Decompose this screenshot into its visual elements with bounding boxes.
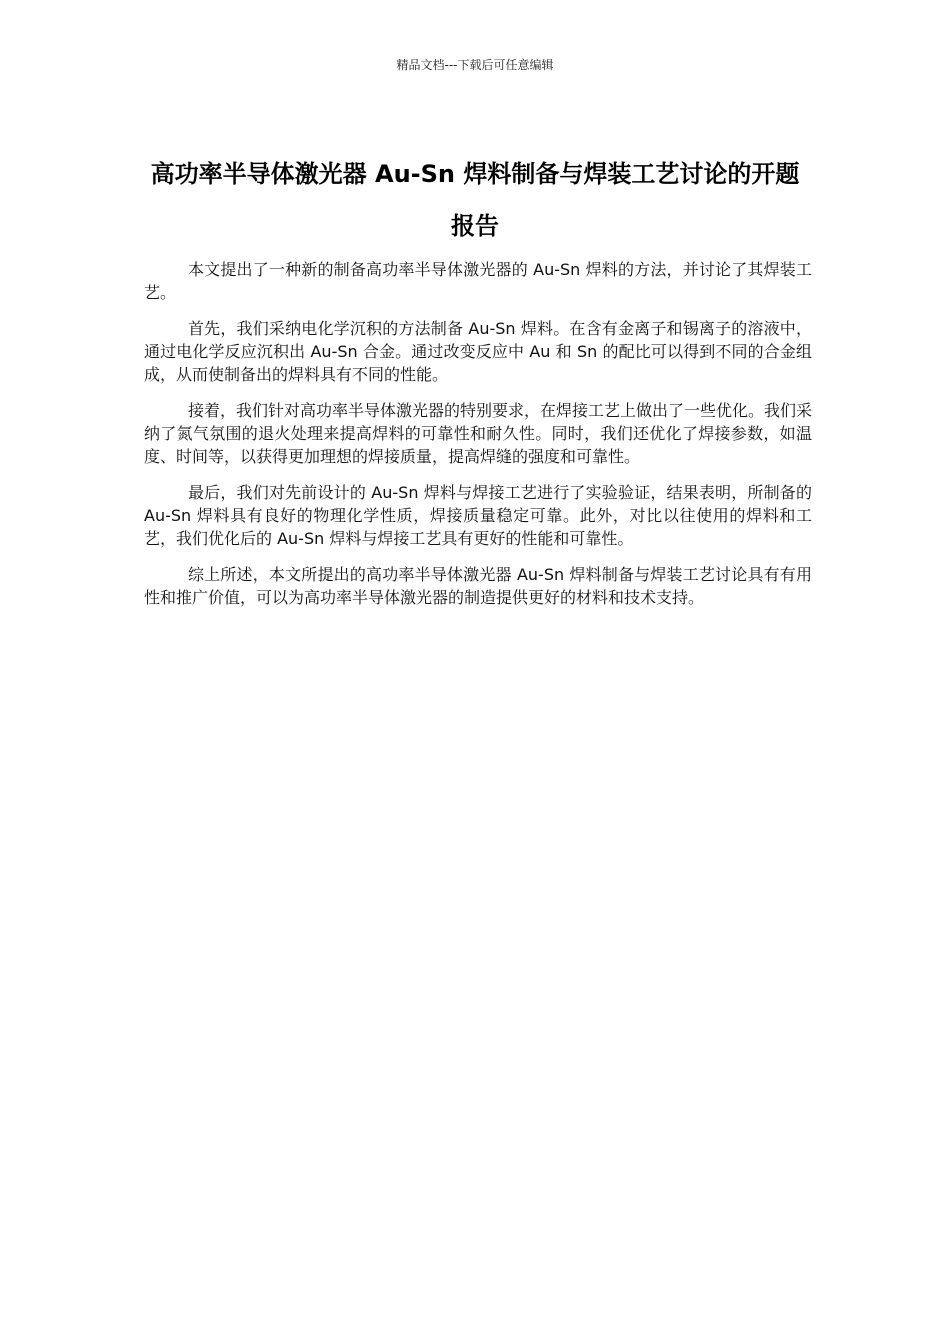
paragraph-3: 接着，我们针对高功率半导体激光器的特别要求，在焊接工艺上做出了一些优化。我们采纳了氮气氛围的退火处理来提高焊料的可靠性和耐久性。同时，我们还优化了焊接参数，如温度、时间等，以获得更加理想的焊接质量，提高焊缝的强度和可靠性。 (144, 401, 813, 466)
paragraph-5: 综上所述，本文所提出的高功率半导体激光器 Au-Sn 焊料制备与焊装工艺讨论具有有用性和推广价值，可以为高功率半导体激光器的制造提供更好的材料和技术支持。 (144, 565, 812, 607)
paragraph-1: 本文提出了一种新的制备高功率半导体激光器的 Au-Sn 焊料的方法，并讨论了其焊装工艺。 (144, 260, 812, 302)
document-title: 高功率半导体激光器 Au-Sn 焊料制备与焊装工艺讨论的开题报告 (150, 160, 800, 241)
paragraph-4: 最后，我们对先前设计的 Au-Sn 焊料与焊接工艺进行了实验验证，结果表明，所制备的 Au-Sn 焊料具有良好的物理化学性质，焊接质量稳定可靠。此外，对比以往使用的焊料和工艺，我们优化后的 Au-Sn 焊料与焊接工艺具有更好的性能和可靠性。 (144, 483, 812, 548)
document-body (144, 258, 812, 622)
paragraph-2: 首先，我们采纳电化学沉积的方法制备 Au-Sn 焊料。在含有金离子和锡离子的溶液中，通过电化学反应沉积出 Au-Sn 合金。通过改变反应中 Au 和 Sn 的配比可以得到不同的合金组成，从而使制备出的焊料具有不同的性能。 (144, 319, 812, 384)
header-note: 精品文档---下载后可任意编辑 (396, 58, 554, 72)
